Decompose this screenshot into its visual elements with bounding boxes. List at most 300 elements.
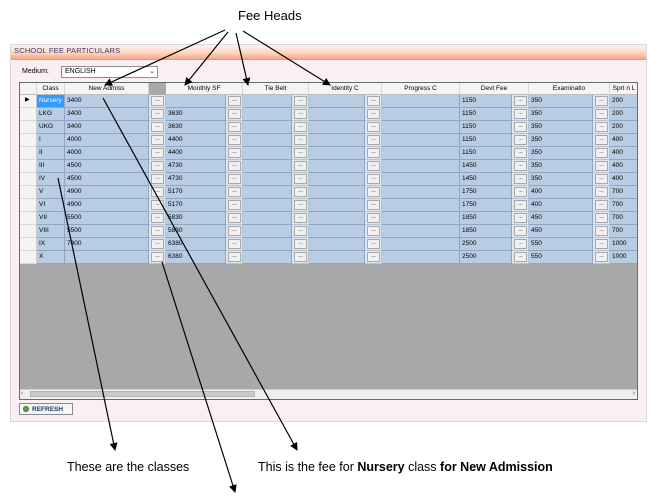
cell-button-wrap (365, 160, 382, 173)
table-row[interactable] (20, 225, 638, 238)
ellipsis-button[interactable]: ... (595, 187, 608, 197)
ellipsis-button[interactable]: ... (294, 187, 307, 197)
row-header[interactable] (20, 160, 37, 173)
ellipsis-button[interactable]: ... (595, 239, 608, 249)
cell-class[interactable]: IX (37, 238, 65, 251)
ellipsis-button[interactable]: ... (367, 252, 380, 262)
table-row[interactable] (20, 147, 638, 160)
cell-monthly-sf[interactable]: 5830 (166, 225, 226, 238)
ellipsis-button[interactable]: ... (514, 109, 527, 119)
cell-monthly-sf[interactable]: 6380 (166, 238, 226, 251)
row-header[interactable] (20, 147, 37, 160)
cell-monthly-sf[interactable]: 4400 (166, 134, 226, 147)
ellipsis-button[interactable]: ... (228, 109, 241, 119)
ellipsis-button[interactable]: ... (595, 96, 608, 106)
cell-devt-fee[interactable]: 1750 (460, 186, 512, 199)
table-row[interactable] (20, 160, 638, 173)
ellipsis-button[interactable]: ... (294, 109, 307, 119)
cell-button-wrap (512, 95, 529, 108)
fee-note-class: Nursery (357, 460, 405, 474)
cell-button-wrap (226, 238, 243, 251)
cell-button-wrap (512, 160, 529, 173)
cell-button-wrap (226, 225, 243, 238)
ellipsis-button[interactable]: ... (228, 187, 241, 197)
refresh-icon (23, 406, 29, 412)
cell-sprt[interactable]: 700 (610, 186, 638, 199)
ellipsis-button[interactable]: ... (514, 213, 527, 223)
column-header[interactable]: New Admiss (65, 83, 149, 95)
ellipsis-button[interactable]: ... (151, 161, 164, 171)
cell-button-wrap (512, 147, 529, 160)
ellipsis-button[interactable]: ... (151, 252, 164, 262)
cell-exam[interactable]: 550 (529, 238, 593, 251)
cell-new-admiss[interactable]: 7400 (65, 238, 149, 251)
ellipsis-button[interactable]: ... (294, 252, 307, 262)
ellipsis-button[interactable]: ... (595, 226, 608, 236)
cell-new-admiss[interactable]: 3400 (65, 108, 149, 121)
cell-button-wrap (149, 95, 166, 108)
ellipsis-button[interactable]: ... (595, 161, 608, 171)
cell-exam[interactable]: 350 (529, 108, 593, 121)
cell-button-wrap (292, 251, 309, 264)
window-title: SCHOOL FEE PARTICULARS (14, 46, 121, 55)
cell-class[interactable]: VI (37, 199, 65, 212)
cell-button-wrap (292, 134, 309, 147)
ellipsis-button[interactable]: ... (294, 148, 307, 158)
ellipsis-button[interactable]: ... (151, 239, 164, 249)
ellipsis-button[interactable]: ... (228, 200, 241, 210)
ellipsis-button[interactable]: ... (595, 213, 608, 223)
ellipsis-button[interactable]: ... (294, 213, 307, 223)
cell-button-wrap (512, 108, 529, 121)
fee-grid[interactable] (19, 82, 638, 400)
cell-button-wrap (226, 173, 243, 186)
cell-new-admiss[interactable]: 4000 (65, 134, 149, 147)
cell-sprt[interactable]: 1000 (610, 251, 638, 264)
cell-new-admiss[interactable]: 3400 (65, 121, 149, 134)
cell-button-wrap (365, 186, 382, 199)
cell-button-wrap (292, 160, 309, 173)
table-row[interactable] (20, 108, 638, 121)
cell-exam[interactable]: 450 (529, 212, 593, 225)
cell-button-wrap (149, 225, 166, 238)
ellipsis-button[interactable]: ... (367, 109, 380, 119)
cell-monthly-sf[interactable]: 6380 (166, 251, 226, 264)
cell-button-wrap (512, 199, 529, 212)
ellipsis-button[interactable]: ... (514, 239, 527, 249)
cell-tie[interactable] (243, 251, 292, 264)
cell-devt-fee[interactable]: 1450 (460, 160, 512, 173)
cell-identity[interactable] (309, 160, 365, 173)
cell-sprt[interactable]: 200 (610, 108, 638, 121)
cell-tie[interactable] (243, 108, 292, 121)
scrollbar-thumb[interactable] (30, 391, 255, 397)
cell-class[interactable]: VII (37, 212, 65, 225)
ellipsis-button[interactable]: ... (367, 200, 380, 210)
table-row[interactable] (20, 134, 638, 147)
cell-new-admiss[interactable]: 4000 (65, 147, 149, 160)
ellipsis-button[interactable]: ... (367, 239, 380, 249)
cell-button-wrap (365, 199, 382, 212)
ellipsis-button[interactable]: ... (367, 174, 380, 184)
row-header[interactable] (20, 95, 37, 108)
ellipsis-button[interactable]: ... (228, 226, 241, 236)
cell-button-wrap (365, 251, 382, 264)
cell-new-admiss[interactable]: 5500 (65, 212, 149, 225)
ellipsis-button[interactable]: ... (294, 200, 307, 210)
cell-button-wrap (226, 147, 243, 160)
classes-annotation: These are the classes (67, 460, 190, 474)
cell-button-wrap (292, 173, 309, 186)
ellipsis-button[interactable]: ... (367, 135, 380, 145)
cell-sprt[interactable]: 200 (610, 121, 638, 134)
cell-progress[interactable] (382, 95, 460, 108)
table-row[interactable] (20, 238, 638, 251)
ellipsis-button[interactable]: ... (151, 187, 164, 197)
ellipsis-button[interactable]: ... (514, 226, 527, 236)
ellipsis-button[interactable]: ... (228, 96, 241, 106)
ellipsis-button[interactable]: ... (151, 200, 164, 210)
ellipsis-button[interactable]: ... (228, 148, 241, 158)
cell-new-admiss[interactable]: 4500 (65, 173, 149, 186)
cell-button-wrap (593, 173, 610, 186)
scroll-left-icon[interactable]: ‹ (21, 390, 24, 397)
refresh-button[interactable] (19, 403, 73, 415)
cell-progress[interactable] (382, 225, 460, 238)
ellipsis-button[interactable]: ... (514, 252, 527, 262)
ellipsis-button[interactable]: ... (294, 161, 307, 171)
ellipsis-button[interactable]: ... (228, 213, 241, 223)
cell-identity[interactable] (309, 238, 365, 251)
table-row[interactable] (20, 121, 638, 134)
column-header[interactable]: Identity C (309, 83, 382, 95)
ellipsis-button[interactable]: ... (294, 226, 307, 236)
cell-sprt[interactable]: 400 (610, 173, 638, 186)
cell-sprt[interactable]: 1000 (610, 238, 638, 251)
cell-identity[interactable] (309, 186, 365, 199)
cell-button-wrap (593, 95, 610, 108)
cell-sprt[interactable]: 700 (610, 212, 638, 225)
cell-sprt[interactable]: 400 (610, 147, 638, 160)
ellipsis-button[interactable]: ... (595, 148, 608, 158)
table-row[interactable] (20, 173, 638, 186)
ellipsis-button[interactable]: ... (595, 200, 608, 210)
cell-button-wrap (512, 134, 529, 147)
cell-button-wrap (365, 134, 382, 147)
refresh-label: REFRESH (32, 406, 64, 413)
cell-class[interactable]: II (37, 147, 65, 160)
cell-identity[interactable] (309, 147, 365, 160)
ellipsis-button[interactable]: ... (151, 148, 164, 158)
cell-progress[interactable] (382, 134, 460, 147)
cell-monthly-sf[interactable]: 4400 (166, 147, 226, 160)
ellipsis-button[interactable]: ... (367, 148, 380, 158)
ellipsis-button[interactable]: ... (514, 174, 527, 184)
cell-class[interactable]: UKG (37, 121, 65, 134)
cell-devt-fee[interactable]: 1150 (460, 134, 512, 147)
window-titlebar (11, 45, 646, 60)
cell-devt-fee[interactable]: 2500 (460, 251, 512, 264)
ellipsis-button[interactable]: ... (595, 252, 608, 262)
cell-progress[interactable] (382, 121, 460, 134)
ellipsis-button[interactable]: ... (294, 96, 307, 106)
cell-monthly-sf[interactable]: 5170 (166, 186, 226, 199)
ellipsis-button[interactable]: ... (228, 252, 241, 262)
column-header[interactable]: Progress C (382, 83, 460, 95)
cell-button-wrap (226, 251, 243, 264)
cell-monthly-sf[interactable]: 3630 (166, 108, 226, 121)
fee-particulars-window (10, 44, 647, 422)
cell-tie[interactable] (243, 147, 292, 160)
cell-button-wrap (365, 108, 382, 121)
cell-new-admiss[interactable] (65, 251, 149, 264)
cell-sprt[interactable]: 200 (610, 95, 638, 108)
row-header[interactable] (20, 199, 37, 212)
ellipsis-button[interactable]: ... (514, 161, 527, 171)
ellipsis-button[interactable]: ... (367, 161, 380, 171)
cell-button-wrap (149, 173, 166, 186)
cell-devt-fee[interactable]: 1850 (460, 225, 512, 238)
cell-button-wrap (149, 121, 166, 134)
cell-class[interactable]: I (37, 134, 65, 147)
table-row[interactable] (20, 95, 638, 108)
ellipsis-button[interactable]: ... (367, 187, 380, 197)
cell-tie[interactable] (243, 160, 292, 173)
cell-button-wrap (226, 108, 243, 121)
cell-identity[interactable] (309, 134, 365, 147)
cell-class[interactable]: Nursery (37, 95, 65, 108)
cell-new-admiss[interactable]: 3400 (65, 95, 149, 108)
cell-identity[interactable] (309, 95, 365, 108)
cell-exam[interactable]: 350 (529, 160, 593, 173)
ellipsis-button[interactable]: ... (151, 109, 164, 119)
cell-progress[interactable] (382, 212, 460, 225)
table-row[interactable] (20, 199, 638, 212)
row-header[interactable] (20, 121, 37, 134)
cell-button-wrap (149, 160, 166, 173)
cell-button-wrap (365, 238, 382, 251)
cell-new-admiss[interactable]: 4500 (65, 160, 149, 173)
cell-identity[interactable] (309, 212, 365, 225)
cell-button-wrap (593, 251, 610, 264)
ellipsis-button[interactable]: ... (228, 239, 241, 249)
cell-progress[interactable] (382, 108, 460, 121)
cell-identity[interactable] (309, 108, 365, 121)
cell-progress[interactable] (382, 199, 460, 212)
ellipsis-button[interactable]: ... (151, 135, 164, 145)
cell-devt-fee[interactable]: 1150 (460, 121, 512, 134)
ellipsis-button[interactable]: ... (367, 213, 380, 223)
cell-monthly-sf[interactable]: 4730 (166, 173, 226, 186)
cell-class[interactable]: IV (37, 173, 65, 186)
ellipsis-button[interactable]: ... (151, 226, 164, 236)
table-row[interactable] (20, 212, 638, 225)
row-header[interactable] (20, 134, 37, 147)
ellipsis-button[interactable]: ... (595, 122, 608, 132)
cell-progress[interactable] (382, 173, 460, 186)
column-header[interactable]: Devt Fee (460, 83, 529, 95)
ellipsis-button[interactable]: ... (367, 122, 380, 132)
cell-button-wrap (226, 186, 243, 199)
cell-button-wrap (593, 160, 610, 173)
cell-button-wrap (292, 225, 309, 238)
cell-exam[interactable]: 400 (529, 186, 593, 199)
ellipsis-button[interactable]: ... (228, 122, 241, 132)
ellipsis-button[interactable]: ... (228, 174, 241, 184)
column-header[interactable]: Examinatio (529, 83, 610, 95)
cell-monthly-sf[interactable]: 4730 (166, 160, 226, 173)
cell-new-admiss[interactable]: 4900 (65, 186, 149, 199)
column-header[interactable]: Tie Belt (243, 83, 309, 95)
chevron-down-icon: ⌄ (149, 68, 155, 75)
ellipsis-button[interactable]: ... (367, 226, 380, 236)
ellipsis-button[interactable]: ... (595, 109, 608, 119)
cell-tie[interactable] (243, 121, 292, 134)
ellipsis-button[interactable]: ... (294, 239, 307, 249)
ellipsis-button[interactable]: ... (595, 135, 608, 145)
cell-devt-fee[interactable]: 2500 (460, 238, 512, 251)
cell-button-wrap (226, 121, 243, 134)
cell-class[interactable]: III (37, 160, 65, 173)
cell-button-wrap (292, 95, 309, 108)
ellipsis-button[interactable]: ... (514, 200, 527, 210)
cell-sprt[interactable]: 400 (610, 134, 638, 147)
cell-class[interactable]: V (37, 186, 65, 199)
cell-identity[interactable] (309, 121, 365, 134)
cell-progress[interactable] (382, 147, 460, 160)
cell-monthly-sf[interactable] (166, 95, 226, 108)
cell-button-wrap (292, 147, 309, 160)
cell-button-wrap (292, 238, 309, 251)
cell-exam[interactable]: 350 (529, 147, 593, 160)
row-header[interactable] (20, 251, 37, 264)
cell-button-wrap (292, 186, 309, 199)
ellipsis-button[interactable]: ... (294, 135, 307, 145)
cell-button-wrap (149, 134, 166, 147)
cell-exam[interactable]: 400 (529, 199, 593, 212)
cell-tie[interactable] (243, 238, 292, 251)
cell-tie[interactable] (243, 199, 292, 212)
ellipsis-button[interactable]: ... (151, 213, 164, 223)
cell-button-wrap (512, 121, 529, 134)
cell-button-wrap (512, 173, 529, 186)
ellipsis-button[interactable]: ... (514, 148, 527, 158)
column-header[interactable]: Monthly SF (166, 83, 243, 95)
row-header[interactable] (20, 212, 37, 225)
cell-identity[interactable] (309, 173, 365, 186)
cell-progress[interactable] (382, 251, 460, 264)
cell-sprt[interactable]: 700 (610, 225, 638, 238)
row-header[interactable] (20, 225, 37, 238)
cell-tie[interactable] (243, 225, 292, 238)
ellipsis-button[interactable]: ... (228, 161, 241, 171)
ellipsis-button[interactable]: ... (151, 174, 164, 184)
ellipsis-button[interactable]: ... (294, 122, 307, 132)
cell-button-wrap (593, 238, 610, 251)
cell-button-wrap (149, 251, 166, 264)
cell-new-admiss[interactable]: 5500 (65, 225, 149, 238)
ellipsis-button[interactable]: ... (514, 122, 527, 132)
column-header[interactable]: Sprt n L (610, 83, 638, 95)
row-header[interactable] (20, 186, 37, 199)
cell-sprt[interactable]: 700 (610, 199, 638, 212)
cell-identity[interactable] (309, 225, 365, 238)
cell-sprt[interactable]: 400 (610, 160, 638, 173)
horizontal-scrollbar[interactable] (20, 389, 637, 399)
ellipsis-button[interactable]: ... (151, 96, 164, 106)
cell-tie[interactable] (243, 212, 292, 225)
cell-progress[interactable] (382, 238, 460, 251)
cell-class[interactable]: X (37, 251, 65, 264)
cell-monthly-sf[interactable]: 5170 (166, 199, 226, 212)
cell-button-wrap (365, 173, 382, 186)
medium-dropdown[interactable] (61, 66, 158, 78)
cell-exam[interactable]: 350 (529, 121, 593, 134)
cell-tie[interactable] (243, 95, 292, 108)
cell-devt-fee[interactable]: 1150 (460, 108, 512, 121)
ellipsis-button[interactable]: ... (228, 135, 241, 145)
cell-exam[interactable]: 350 (529, 134, 593, 147)
cell-button-wrap (365, 121, 382, 134)
cell-button-wrap (149, 212, 166, 225)
cell-tie[interactable] (243, 134, 292, 147)
cell-devt-fee[interactable]: 1450 (460, 173, 512, 186)
cell-devt-fee[interactable]: 1750 (460, 199, 512, 212)
cell-monthly-sf[interactable]: 5830 (166, 212, 226, 225)
column-header[interactable]: Class (37, 83, 65, 95)
cell-button-wrap (512, 186, 529, 199)
cell-class[interactable]: LKG (37, 108, 65, 121)
cell-button-wrap (226, 212, 243, 225)
cell-progress[interactable] (382, 160, 460, 173)
cell-button-wrap (226, 134, 243, 147)
ellipsis-button[interactable]: ... (151, 122, 164, 132)
grid-corner-header (20, 83, 37, 95)
cell-exam[interactable]: 550 (529, 251, 593, 264)
ellipsis-button[interactable]: ... (294, 174, 307, 184)
cell-identity[interactable] (309, 251, 365, 264)
fee-annotation (258, 460, 553, 474)
cell-devt-fee[interactable]: 1150 (460, 147, 512, 160)
cell-tie[interactable] (243, 173, 292, 186)
row-header[interactable] (20, 173, 37, 186)
cell-identity[interactable] (309, 199, 365, 212)
cell-devt-fee[interactable]: 1150 (460, 95, 512, 108)
medium-label: Medium: (22, 68, 49, 75)
scroll-right-icon[interactable]: › (632, 390, 635, 397)
cell-exam[interactable]: 350 (529, 95, 593, 108)
cell-tie[interactable] (243, 186, 292, 199)
cell-class[interactable]: VIII (37, 225, 65, 238)
cell-progress[interactable] (382, 186, 460, 199)
row-header[interactable] (20, 108, 37, 121)
cell-button-wrap (593, 199, 610, 212)
table-row[interactable] (20, 251, 638, 264)
ellipsis-button[interactable]: ... (514, 187, 527, 197)
ellipsis-button[interactable]: ... (367, 96, 380, 106)
ellipsis-button[interactable]: ... (514, 135, 527, 145)
cell-devt-fee[interactable]: 1850 (460, 212, 512, 225)
ellipsis-button[interactable]: ... (514, 96, 527, 106)
cell-exam[interactable]: 450 (529, 225, 593, 238)
cell-exam[interactable]: 350 (529, 173, 593, 186)
table-row[interactable] (20, 186, 638, 199)
ellipsis-button[interactable]: ... (595, 174, 608, 184)
cell-new-admiss[interactable]: 4900 (65, 199, 149, 212)
medium-value: ENGLISH (65, 68, 96, 75)
row-header[interactable] (20, 238, 37, 251)
cell-monthly-sf[interactable]: 3630 (166, 121, 226, 134)
